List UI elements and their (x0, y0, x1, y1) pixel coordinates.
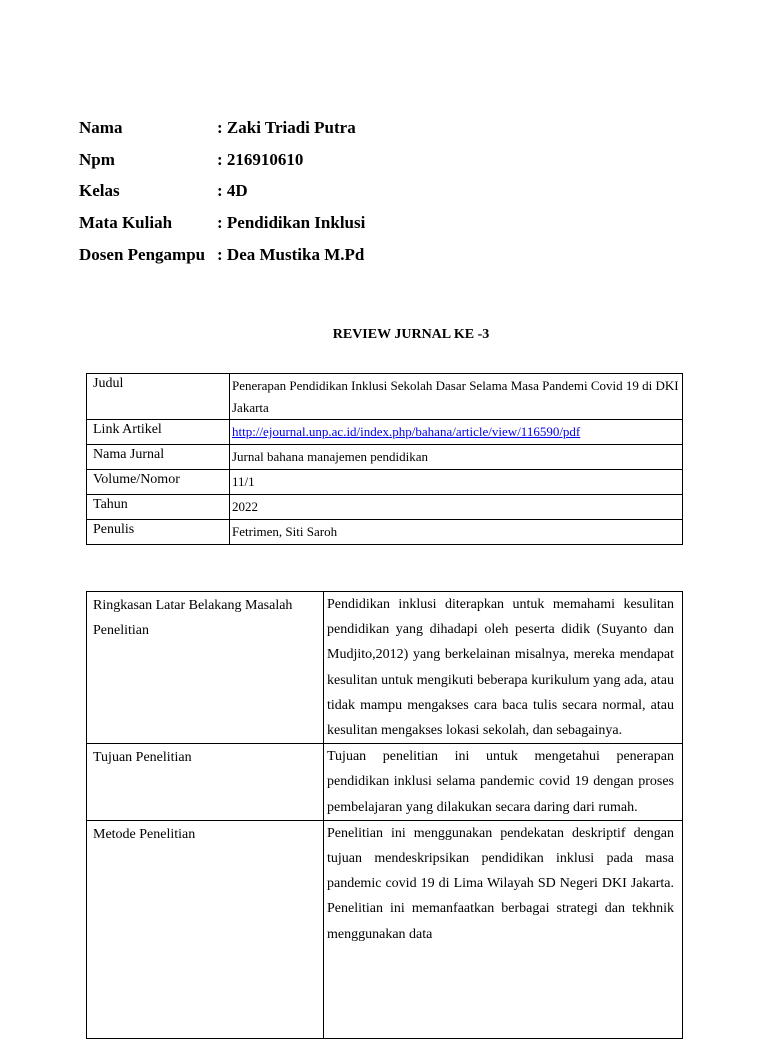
row-label: Penulis (87, 520, 230, 545)
row-label: Tahun (87, 495, 230, 520)
research-method: Penelitian ini menggunakan pendekatan deskriptif dengan tujuan mendeskripsikan pendidikan inklusi pada masa pandemic covid 19 di Lima Wilayah SD Negeri DKI Jakarta. Penelitian ini memanfaatkan berbagai strategi dan tekhnik menggunakan data (327, 825, 674, 942)
document-title: REVIEW JURNAL KE -3 (332, 327, 490, 342)
table-row (87, 820, 683, 1038)
identity-value: : 4D (217, 181, 248, 201)
identity-row-nama (79, 112, 365, 144)
journal-title-value: Penerapan Pendidikan Inklusi Sekolah Dasar Selama Masa Pandemi Covid 19 di DKI Jakarta (230, 374, 683, 420)
row-label: Ringkasan Latar Belakang Masalah Penelitian (87, 592, 324, 744)
article-link[interactable]: http://ejournal.unp.ac.id/index.php/bahana/article/view/116590/pdf (232, 424, 581, 439)
identity-label: Npm (79, 149, 115, 169)
table-row (87, 744, 683, 821)
identity-label: Nama (79, 117, 123, 137)
identity-label: Kelas (79, 181, 120, 201)
identity-row-mata-kuliah (79, 207, 365, 239)
year-value: 2022 (230, 495, 683, 520)
identity-row-npm (79, 144, 365, 176)
table-row (87, 470, 683, 495)
identity-block (79, 112, 365, 271)
table-row (87, 495, 683, 520)
table-row (87, 445, 683, 470)
identity-value: : Zaki Triadi Putra (217, 117, 356, 137)
row-label: Volume/Nomor (87, 470, 230, 495)
article-link-cell (230, 420, 683, 445)
identity-row-kelas (79, 176, 365, 208)
row-label: Link Artikel (87, 420, 230, 445)
row-label: Tujuan Penelitian (87, 744, 324, 821)
identity-row-dosen (79, 239, 365, 271)
row-label: Metode Penelitian (87, 820, 324, 1038)
journal-name-value: Jurnal bahana manajemen pendidikan (230, 445, 683, 470)
identity-value: : Pendidikan Inklusi (217, 213, 366, 233)
table-row (87, 520, 683, 545)
table-row (87, 592, 683, 744)
identity-label: Mata Kuliah (79, 213, 173, 233)
journal-info-table (86, 373, 683, 545)
row-label: Judul (87, 374, 230, 420)
review-table (86, 591, 683, 1039)
identity-value: : Dea Mustika M.Pd (217, 245, 365, 265)
identity-value: : 216910610 (217, 149, 304, 169)
research-purpose: Tujuan penelitian ini untuk mengetahui penerapan pendidikan inklusi selama pandemic covid 19 dengan proses pembelajaran yang dilakukan secara daring dari rumah. (324, 744, 683, 821)
row-label: Nama Jurnal (87, 445, 230, 470)
research-method-cell (324, 820, 683, 1038)
table-row (87, 420, 683, 445)
identity-label: Dosen Pengampu (79, 245, 206, 265)
volume-value: 11/1 (230, 470, 683, 495)
table-row (87, 374, 683, 420)
background-summary: Pendidikan inklusi diterapkan untuk memahami kesulitan pendidikan yang dihadapi oleh peserta didik (Suyanto dan Mudjito,2012) yang berkelainan misalnya, mereka mendapat kesulitan untuk mengikuti beberapa kurikulum yang ada, atau tidak mampu mengakses cara baca tulis secara normal, atau kesulitan mengakses lokasi sekolah, dan sebagainya. (324, 592, 683, 744)
authors-value: Fetrimen, Siti Saroh (230, 520, 683, 545)
